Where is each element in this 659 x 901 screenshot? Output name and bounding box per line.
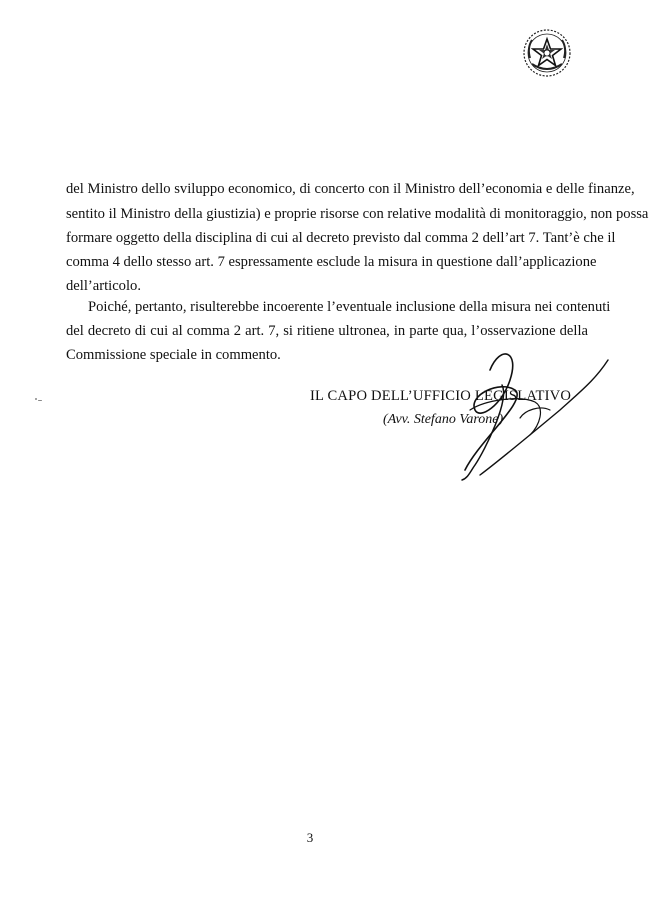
paragraph2-line-2: del decreto di cui al comma 2 art. 7, si ritiene ultronea, in parte qua, l’osservazione della: [66, 323, 588, 339]
body-line-1: del Ministro dello sviluppo economico, di concerto con il Ministro dell’economia e delle finanze,: [66, 181, 635, 197]
signer-name: (Avv. Stefano Varone): [383, 412, 504, 427]
page-number: 3: [306, 830, 314, 845]
paragraph2-line-3: Commissione speciale in commento.: [66, 347, 281, 363]
body-line-2: sentito il Ministro della giustizia) e proprie risorse con relative modalità di monitoraggio, non possa: [66, 206, 649, 222]
body-line-4: comma 4 dello stesso art. 7 espressamente esclude la misura in questione dall’applicazione: [66, 254, 597, 270]
body-line-5: dell’articolo.: [66, 278, 141, 294]
signer-title: IL CAPO DELL’UFFICIO LEGISLATIVO: [310, 388, 572, 404]
body-line-3: formare oggetto della disciplina di cui al decreto previsto dal comma 2 dell’art 7. Tant’è che il: [66, 230, 616, 246]
paragraph2-line-1: Poiché, pertanto, risulterebbe incoerente l’eventuale inclusione della misura nei contenuti: [88, 299, 611, 315]
scan-speck: [38, 400, 42, 401]
handwritten-signature: [440, 340, 610, 485]
scan-speck: [35, 398, 37, 400]
emblem-icon: [522, 28, 572, 78]
